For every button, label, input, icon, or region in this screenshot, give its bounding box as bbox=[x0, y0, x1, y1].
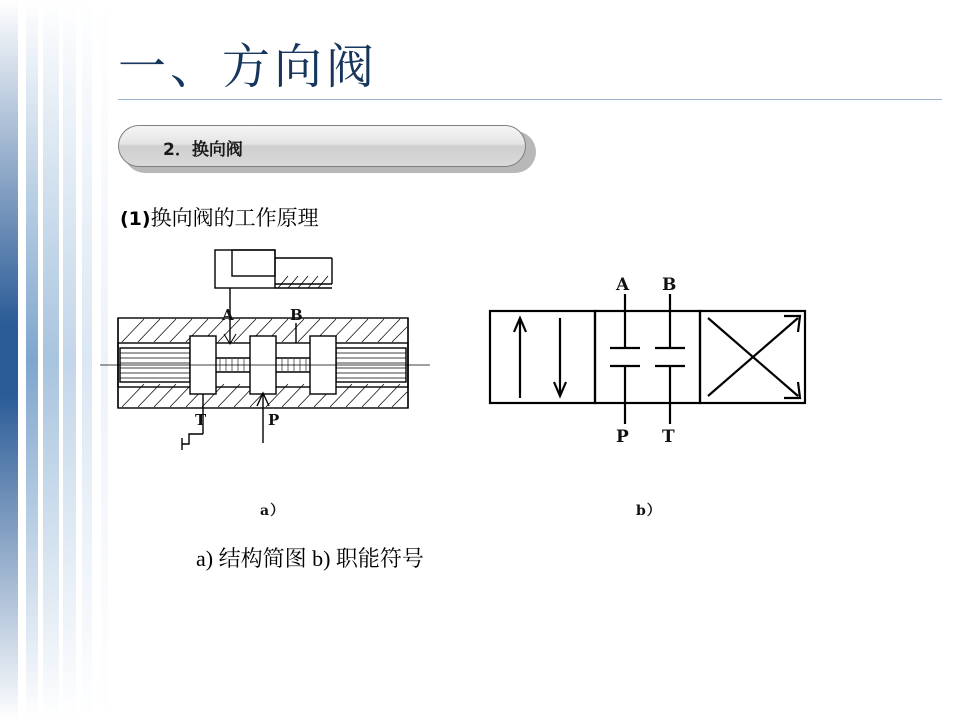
banner-label: 2．换向阀 bbox=[163, 140, 243, 160]
svg-text:B: B bbox=[662, 275, 677, 295]
svg-text:A: A bbox=[616, 275, 630, 295]
figure-container bbox=[100, 238, 900, 528]
stripe-7 bbox=[63, 0, 76, 720]
section-banner bbox=[118, 125, 530, 171]
stripe-5 bbox=[43, 0, 59, 720]
stripe-9 bbox=[82, 0, 92, 720]
svg-text:T: T bbox=[662, 427, 675, 447]
stripe-1 bbox=[0, 0, 18, 720]
figure-caption: a) 结构简图 b) 职能符号 bbox=[196, 546, 424, 571]
diagram-b-sublabel: b） bbox=[636, 503, 662, 519]
svg-text:P: P bbox=[268, 411, 280, 429]
subheading-number: (1) bbox=[120, 208, 151, 230]
title-divider bbox=[118, 99, 942, 100]
diagram-a-sublabel: a） bbox=[260, 503, 286, 519]
svg-text:B: B bbox=[290, 306, 303, 324]
subheading bbox=[120, 202, 319, 232]
stripe-2 bbox=[18, 0, 26, 720]
svg-text:T: T bbox=[195, 411, 207, 429]
subheading-text: 换向阀的工作原理 bbox=[150, 206, 319, 230]
svg-text:A: A bbox=[222, 306, 234, 324]
diagram-structural-sketch bbox=[100, 238, 480, 528]
svg-text:P: P bbox=[616, 427, 629, 447]
diagram-iso-symbol bbox=[480, 275, 820, 496]
page-title: 一、方向阀 bbox=[118, 39, 379, 95]
stripe-3 bbox=[26, 0, 38, 720]
decorative-stripe-band bbox=[0, 0, 110, 720]
